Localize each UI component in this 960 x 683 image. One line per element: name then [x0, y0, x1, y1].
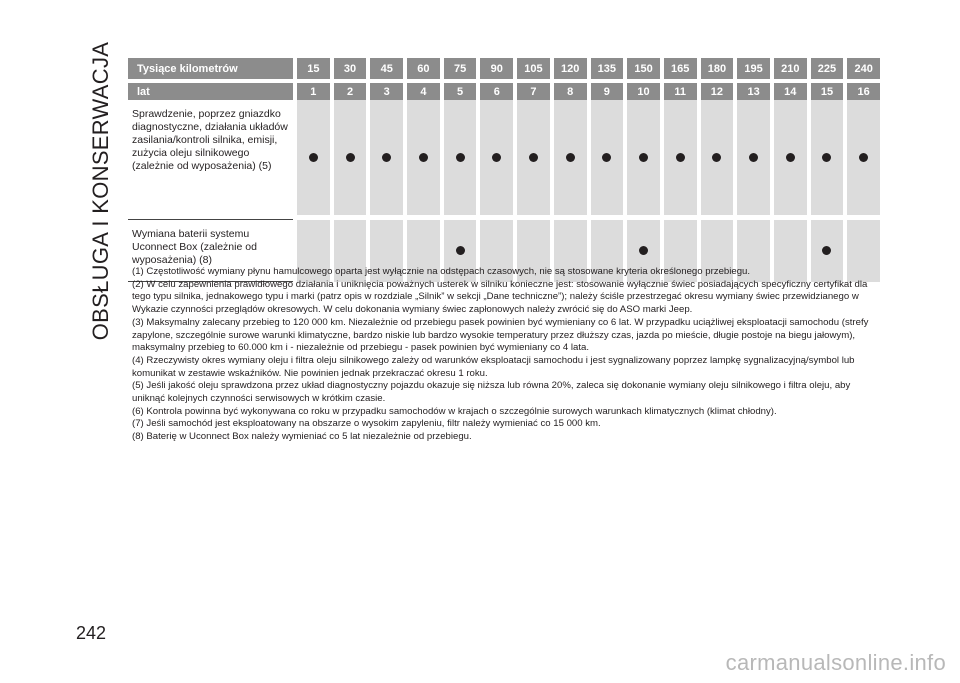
schedule-dot	[492, 153, 501, 162]
year-cell: 16	[843, 83, 880, 100]
km-cell: 165	[660, 58, 697, 83]
schedule-dot	[566, 153, 575, 162]
schedule-dot	[456, 153, 465, 162]
footnote: (8) Baterię w Uconnect Box należy wymieniać co 5 lat niezależnie od przebiegu.	[132, 431, 472, 443]
km-cell: 90	[476, 58, 513, 83]
schedule-dot	[309, 153, 318, 162]
mark-cell	[733, 100, 770, 220]
year-cell: 10	[623, 83, 660, 100]
year-cell: 4	[403, 83, 440, 100]
schedule-dot	[822, 246, 831, 255]
footnote: (6) Kontrola powinna być wykonywana co roku w przypadku samochodów w krajach o szczególnie surowych warunkach klimatycznych (klimat chłodny).	[132, 405, 777, 417]
mark-cell	[587, 100, 624, 220]
year-cell: 14	[770, 83, 807, 100]
year-cell: 13	[733, 83, 770, 100]
year-cell: 1	[293, 83, 330, 100]
years-header-label: lat	[128, 83, 293, 100]
mark-cell	[623, 100, 660, 220]
mark-cell	[660, 100, 697, 220]
year-cell: 6	[476, 83, 513, 100]
km-header-label: Tysiące kilometrów	[128, 58, 293, 83]
footnote: (7) Jeśli samochód jest eksploatowany na obszarze o wysokim zapyleniu, filtr należy wymieniać co 15 000 km.	[132, 418, 601, 430]
year-cell: 11	[660, 83, 697, 100]
schedule-dot	[602, 153, 611, 162]
year-cell: 8	[550, 83, 587, 100]
mark-cell	[550, 100, 587, 220]
km-header-row	[128, 58, 880, 83]
mark-cell	[403, 100, 440, 220]
year-cell: 15	[807, 83, 844, 100]
km-cell: 225	[807, 58, 844, 83]
mark-cell	[843, 100, 880, 220]
km-cell: 180	[697, 58, 734, 83]
schedule-dot	[639, 246, 648, 255]
footnote: (5) Jeśli jakość oleju sprawdzona przez układ diagnostyczny pojazdu okazuje się niższa lub równa 20%, zaleca się dokonanie wymiany oleju silnikowego i filtra oleju, aby uniknąć kolejnych czynności serwisowych w krótkim czasie.	[132, 380, 851, 405]
maintenance-schedule-table	[128, 58, 880, 282]
schedule-dot	[382, 153, 391, 162]
table-row	[128, 100, 880, 220]
row-label: Wymiana baterii systemu Uconnect Box (zależnie od wyposażenia) (8)	[128, 220, 293, 282]
mark-cell	[807, 100, 844, 220]
schedule-dot	[639, 153, 648, 162]
row-label: Sprawdzenie, poprzez gniazdko diagnostyczne, działania układów zasilania/kontroli silnika, emisji, zużycia oleju silnikowego (zależnie od wyposażenia) (5)	[128, 100, 293, 220]
km-cell: 45	[366, 58, 403, 83]
schedule-dot	[749, 153, 758, 162]
section-title-text: OBSŁUGA I KONSERWACJA	[88, 41, 113, 341]
schedule-dot	[456, 246, 465, 255]
year-cell: 7	[513, 83, 550, 100]
mark-cell	[293, 100, 330, 220]
year-cell: 2	[330, 83, 367, 100]
schedule-dot	[786, 153, 795, 162]
km-cell: 195	[733, 58, 770, 83]
km-cell: 105	[513, 58, 550, 83]
mark-cell	[366, 100, 403, 220]
year-cell: 3	[366, 83, 403, 100]
mark-cell	[770, 100, 807, 220]
km-cell: 60	[403, 58, 440, 83]
footnotes	[132, 266, 882, 444]
km-cell: 240	[843, 58, 880, 83]
km-cell: 120	[550, 58, 587, 83]
year-cell: 12	[697, 83, 734, 100]
mark-cell	[440, 100, 477, 220]
page-number: 242	[76, 623, 107, 643]
km-cell: 150	[623, 58, 660, 83]
km-cell: 15	[293, 58, 330, 83]
mark-cell	[476, 100, 513, 220]
schedule-dot	[676, 153, 685, 162]
schedule-dot	[346, 153, 355, 162]
year-cell: 5	[440, 83, 477, 100]
footnote: (1) Częstotliwość wymiany płynu hamulcowego oparta jest wyłącznie na odstępach czasowych, nie są stosowane kryteria określonego przebiegu.	[132, 266, 751, 277]
km-cell: 75	[440, 58, 477, 83]
mark-cell	[513, 100, 550, 220]
years-header-row	[128, 83, 880, 100]
watermark: carmanualsonline.info	[725, 650, 946, 675]
km-cell: 135	[587, 58, 624, 83]
footnote: (4) Rzeczywisty okres wymiany oleju i filtra oleju silnikowego zależy od warunków eksploatacji samochodu i jest sygnalizowany poprzez lampkę sygnalizacyjną/symbol lub komunikat w zestawie wskaźników. Nie powinien jednak przekraczać okresu 1 roku.	[132, 354, 855, 379]
schedule-dot	[529, 153, 538, 162]
mark-cell	[330, 100, 367, 220]
footnote: (3) Maksymalny zalecany przebieg to 120 000 km. Niezależnie od przebiegu pasek powinien być wymieniany co 6 lat. W przypadku uciążliwej eksploatacji samochodu (strefy zapylone, szczególnie surowe warunki klimatyczne, bardzo niskie lub bardzo wysokie temperatury przez dłuższy czas, jazda po mieście, długie postoje na biegu jałowym), maksymalny przebieg to 60.000 km i - niezależnie od przebiegu - pasek powinien być wymieniany co 4 lata.	[132, 316, 869, 354]
year-cell: 9	[587, 83, 624, 100]
schedule-dot	[712, 153, 721, 162]
schedule-dot	[419, 153, 428, 162]
footnote: (2) W celu zapewnienia prawidłowego działania i uniknięcia poważnych usterek w silniku konieczne jest: stosowanie wyłącznie świec posiadających specyficzny certyfikat dla tego typu silnika, jednakowego typu i marki (patrz opis w rozdziale „Silnik” w sekcji „Dane techniczne”); należy ściśle przestrzegać okresu wymiany świec przewidzianego w Wykazie czynności przeglądów okresowych. W celu dokonania wymiany świec zapłonowych należy zwrócić się do ASO marki Jeep.	[132, 278, 868, 316]
section-title	[78, 41, 124, 341]
km-cell: 210	[770, 58, 807, 83]
schedule-dot	[822, 153, 831, 162]
mark-cell	[697, 100, 734, 220]
km-cell: 30	[330, 58, 367, 83]
schedule-dot	[859, 153, 868, 162]
